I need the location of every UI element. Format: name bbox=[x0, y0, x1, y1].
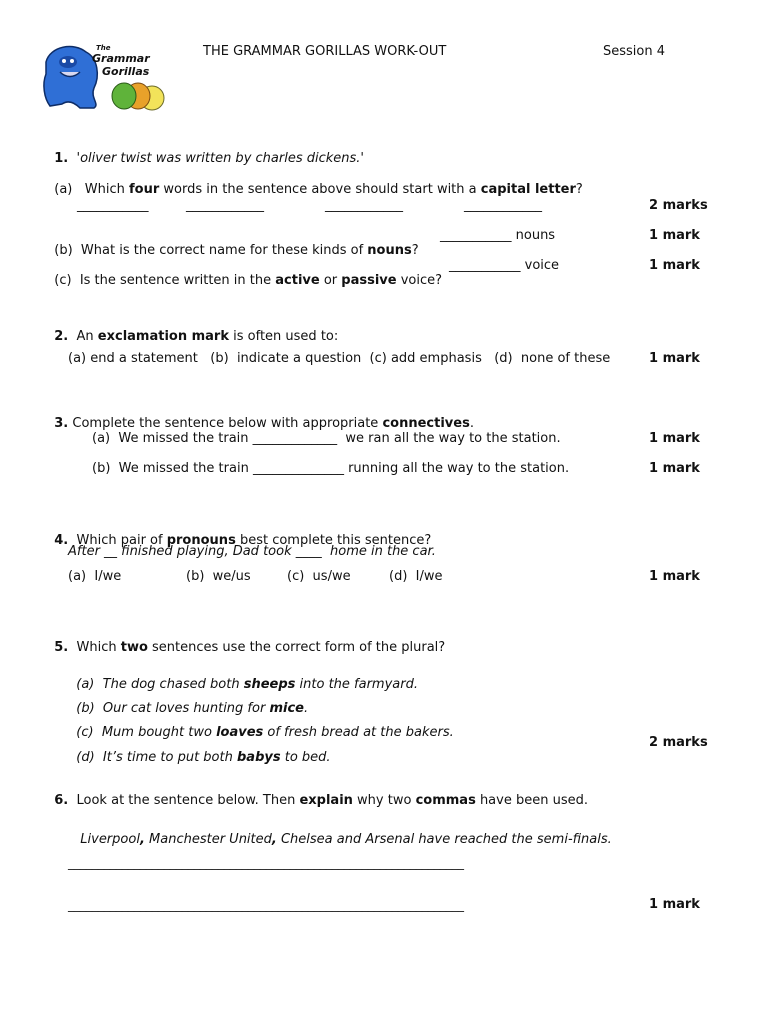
q1a-text-pre: (a) Which bbox=[54, 182, 129, 197]
q4-option-a[interactable]: (a) I/we bbox=[68, 569, 122, 584]
q4-text-pre: Which pair of bbox=[76, 533, 167, 548]
q3-prompt bbox=[46, 401, 474, 431]
q5a-bold-word: sheeps bbox=[243, 677, 296, 692]
q1-number: 1. bbox=[54, 151, 69, 166]
q1b-prompt bbox=[46, 228, 419, 258]
q6-marks: 1 mark bbox=[649, 897, 700, 912]
q4-option-c[interactable]: (c) us/we bbox=[287, 569, 351, 584]
q5d-text-pre: (d) It’s time to put both bbox=[76, 750, 237, 765]
q1c-bold-active: active bbox=[275, 273, 320, 288]
q4-option-d[interactable]: (d) I/we bbox=[389, 569, 443, 584]
q3b-sentence[interactable]: (b) We missed the train ______________ running all the way to the station. bbox=[92, 461, 570, 476]
q1a-blank-2[interactable]: ____________ bbox=[186, 198, 264, 213]
page-title: THE GRAMMAR GORILLAS WORK-OUT bbox=[203, 44, 447, 59]
q1b-marks: 1 mark bbox=[649, 228, 700, 243]
q2-text-pre: An bbox=[76, 329, 98, 344]
q6-sentence-part-3: Chelsea and Arsenal have reached the semi-finals. bbox=[276, 832, 612, 847]
q3-text-post: . bbox=[469, 416, 474, 431]
q6-sentence-part-1: Liverpool bbox=[80, 832, 140, 847]
q4-text-post: best complete this sentence? bbox=[235, 533, 432, 548]
q1b-text-pre: (b) What is the correct name for these kinds of bbox=[54, 243, 368, 258]
q2-number: 2. bbox=[54, 329, 69, 344]
q6-text-mid: why two bbox=[352, 793, 416, 808]
q4-sentence: After __ finished playing, Dad took ____ home in the car. bbox=[68, 544, 436, 559]
q2-options[interactable]: (a) end a statement (b) indicate a question (c) add emphasis (d) none of these bbox=[68, 351, 611, 366]
q3-bold-connectives: connectives bbox=[382, 416, 470, 431]
q6-prompt bbox=[46, 778, 588, 808]
q1c-prompt bbox=[46, 258, 442, 288]
q1b-text-post: ? bbox=[411, 243, 419, 258]
logo-text-gorillas: Gorillas bbox=[102, 65, 150, 78]
q1c-marks: 1 mark bbox=[649, 258, 700, 273]
q1b-bold-nouns: nouns bbox=[367, 243, 412, 258]
q3-text-pre: Complete the sentence below with appropriate bbox=[72, 416, 383, 431]
q1c-bold-passive: passive bbox=[341, 273, 397, 288]
q1a-bold-four: four bbox=[129, 182, 160, 197]
q1a-blank-3[interactable]: ____________ bbox=[325, 198, 403, 213]
q1a-blank-1[interactable]: ___________ bbox=[77, 198, 149, 213]
q5b-bold-word: mice bbox=[269, 701, 304, 716]
q5a-text-pre: (a) The dog chased both bbox=[76, 677, 244, 692]
q6-answer-line-2[interactable]: __________________________________________________________________ bbox=[68, 898, 464, 912]
q1-line bbox=[46, 136, 364, 166]
q5b-text-post: . bbox=[303, 701, 309, 716]
q5-prompt bbox=[46, 625, 445, 655]
q5-marks: 2 marks bbox=[649, 735, 708, 750]
q1a-text-post: ? bbox=[575, 182, 583, 197]
q5c-bold-word: loaves bbox=[216, 725, 264, 740]
q1b-answer-blank[interactable]: ___________ nouns bbox=[440, 228, 556, 243]
q6-answer-line-1[interactable]: __________________________________________________________________ bbox=[68, 856, 464, 870]
q3a-sentence[interactable]: (a) We missed the train _____________ we ran all the way to the station. bbox=[92, 431, 561, 446]
q6-text-post: have been used. bbox=[475, 793, 588, 808]
q2-prompt bbox=[46, 314, 338, 344]
q5-text-post: sentences use the correct form of the plural? bbox=[147, 640, 446, 655]
q1-sentence: 'oliver twist was written by charles dickens.' bbox=[76, 151, 364, 166]
q4-number: 4. bbox=[54, 533, 69, 548]
q5c-text-pre: (c) Mum bought two bbox=[76, 725, 217, 740]
q5a-text-post: into the farmyard. bbox=[295, 677, 418, 692]
grammar-gorillas-logo bbox=[40, 40, 172, 112]
session-label: Session 4 bbox=[603, 44, 666, 59]
q1a-text-mid: words in the sentence above should start with a bbox=[159, 182, 481, 197]
q3b-marks: 1 mark bbox=[649, 461, 700, 476]
q5d-bold-word: babys bbox=[236, 750, 281, 765]
q3a-marks: 1 mark bbox=[649, 431, 700, 446]
q5-number: 5. bbox=[54, 640, 69, 655]
q5-bold-two: two bbox=[120, 640, 148, 655]
q1c-text-pre: (c) Is the sentence written in the bbox=[54, 273, 276, 288]
q1a-bold-capital-letter: capital letter bbox=[480, 182, 576, 197]
q1c-text-post: voice? bbox=[396, 273, 443, 288]
q5d-text-post: to bed. bbox=[280, 750, 331, 765]
q1c-answer-blank[interactable]: ___________ voice bbox=[449, 258, 560, 273]
q5-option-d[interactable] bbox=[68, 735, 331, 765]
q2-text-post: is often used to: bbox=[229, 329, 339, 344]
logo-text-the: The bbox=[96, 44, 111, 52]
q4-marks: 1 mark bbox=[649, 569, 700, 584]
q6-comma-1: , bbox=[139, 832, 145, 847]
q1a-blank-4[interactable]: ____________ bbox=[464, 198, 542, 213]
q2-marks: 1 mark bbox=[649, 351, 700, 366]
q3-number: 3. bbox=[54, 416, 69, 431]
q4-bold-pronouns: pronouns bbox=[166, 533, 236, 548]
q6-number: 6. bbox=[54, 793, 69, 808]
q5-text-pre: Which bbox=[76, 640, 121, 655]
q6-bold-commas: commas bbox=[415, 793, 476, 808]
q1a-marks: 2 marks bbox=[649, 198, 708, 213]
q6-sentence-part-2: Manchester United bbox=[144, 832, 272, 847]
q4-option-b[interactable]: (b) we/us bbox=[186, 569, 251, 584]
q2-bold-exclamation-mark: exclamation mark bbox=[97, 329, 229, 344]
q6-bold-explain: explain bbox=[299, 793, 353, 808]
q6-comma-2: , bbox=[271, 832, 277, 847]
q1a-prompt bbox=[46, 167, 583, 197]
q5b-text-pre: (b) Our cat loves hunting for bbox=[76, 701, 270, 716]
q6-sentence bbox=[72, 817, 612, 847]
q5c-text-post: of fresh bread at the bakers. bbox=[263, 725, 454, 740]
logo-text-grammar: Grammar bbox=[92, 52, 150, 65]
q1c-text-mid: or bbox=[319, 273, 342, 288]
q6-text-pre: Look at the sentence below. Then bbox=[76, 793, 300, 808]
